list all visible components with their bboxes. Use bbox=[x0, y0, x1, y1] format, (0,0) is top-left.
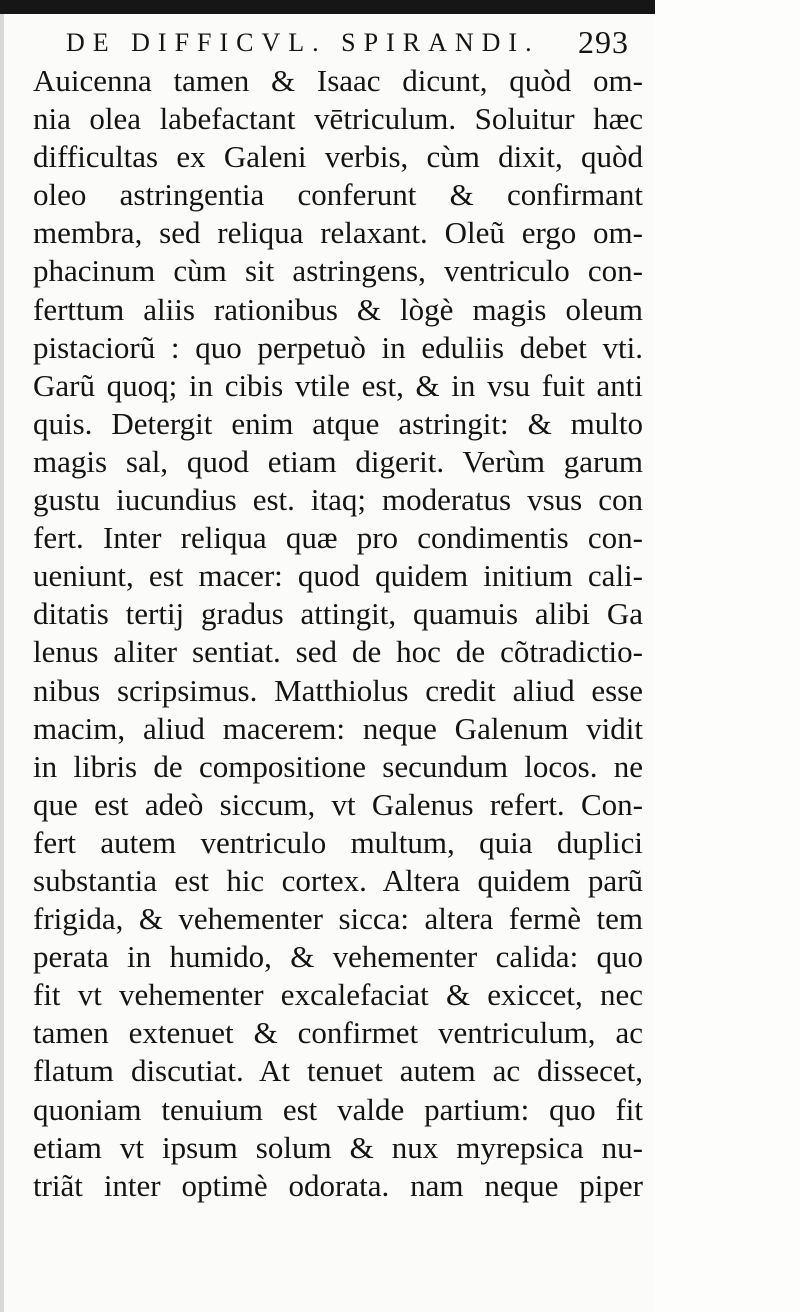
text-line: substantia est hic cortex. Altera quidem parũ bbox=[33, 862, 643, 898]
text-line: difficultas ex Galeni verbis, cùm dixit, quòd bbox=[33, 139, 643, 175]
text-line: Auicenna tamen & Isaac dicunt, quòd om- bbox=[33, 63, 643, 98]
page-gutter-shadow bbox=[0, 14, 4, 1312]
page-number: 293 bbox=[578, 24, 629, 60]
text-line: ditatis tertij gradus attingit, quamuis alibi Ga bbox=[33, 596, 643, 632]
text-line: fit vt vehementer excalefaciat & exiccet, nec bbox=[33, 977, 643, 1013]
text-line: quis. Detergit enim atque astringit: & multo bbox=[33, 405, 643, 441]
text-line: flatum discutiat. At tenuet autem ac dissecet, bbox=[33, 1053, 643, 1089]
text-line: ueniunt, est macer: quod quidem initium cali- bbox=[33, 558, 643, 594]
text-line: frigida, & vehementer sicca: altera fermè tem bbox=[33, 901, 643, 937]
text-line: que est adeò siccum, vt Galenus refert. Con- bbox=[33, 786, 643, 822]
text-line: perata in humido, & vehementer calida: quo bbox=[33, 939, 643, 975]
text-line: membra, sed reliqua relaxant. Oleũ ergo om- bbox=[33, 215, 643, 251]
text-line: fert autem ventriculo multum, quia duplici bbox=[33, 824, 643, 860]
text-line: Garũ quoq; in cibis vtile est, & in vsu fuit anti bbox=[33, 367, 643, 403]
text-line: nibus scripsimus. Matthiolus credit aliud esse bbox=[33, 672, 643, 708]
text-line: etiam vt ipsum solum & nux myrepsica nu- bbox=[33, 1129, 643, 1165]
text-line: lenus aliter sentiat. sed de hoc de cõtradictio- bbox=[33, 634, 643, 670]
text-line: in libris de compositione secundum locos. ne bbox=[33, 748, 643, 784]
text-line: nia olea labefactant vētriculum. Soluitur hæc bbox=[33, 101, 643, 137]
text-line: macim, aliud macerem: neque Galenum vidit bbox=[33, 710, 643, 746]
text-line: quoniam tenuium est valde partium: quo fit bbox=[33, 1091, 643, 1127]
text-line: oleo astringentia conferunt & confirmant bbox=[33, 177, 643, 213]
text-line: gustu iucundius est. itaq; moderatus vsus con bbox=[33, 482, 643, 518]
text-line: phacinum cùm sit astringens, ventriculo con- bbox=[33, 253, 643, 289]
text-line: pistaciorũ : quo perpetuò in eduliis debet vti. bbox=[33, 329, 643, 365]
text-line: fert. Inter reliqua quæ pro condimentis con- bbox=[33, 520, 643, 556]
text-line: magis sal, quod etiam digerit. Verùm garum bbox=[33, 443, 643, 479]
body-text bbox=[33, 62, 643, 1205]
running-head: DE DIFFICVL. SPIRANDI. bbox=[66, 28, 540, 57]
text-line: tamen extenuet & confirmet ventriculum, ac bbox=[33, 1015, 643, 1051]
text-line: triãt inter optimè odorata. nam neque piper bbox=[33, 1167, 643, 1203]
right-margin bbox=[655, 0, 800, 1312]
text-line: ferttum aliis rationibus & lògè magis oleum bbox=[33, 291, 643, 327]
